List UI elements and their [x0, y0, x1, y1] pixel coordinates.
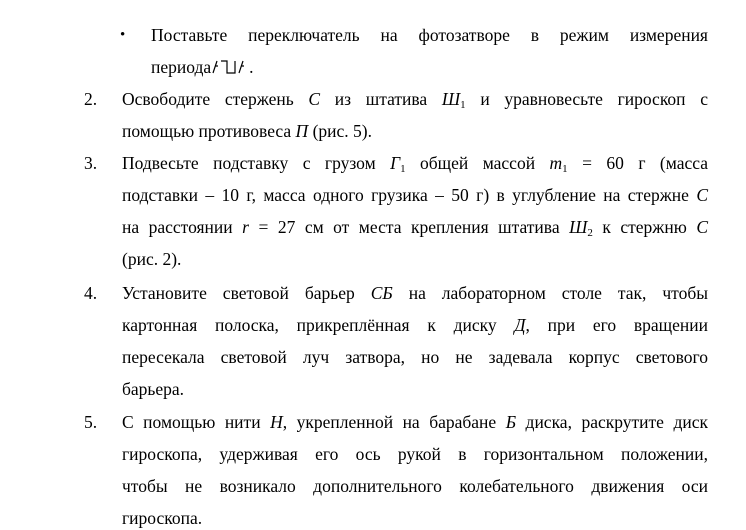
- step-5-line-2: гироскопа, удерживая его ось рукой в горизонтальном положении,: [122, 444, 708, 464]
- step-number: 4.: [84, 283, 98, 303]
- step-4-line-3: пересекала световой луч затвора, но не задевала корпус светового: [122, 347, 708, 367]
- step-3-line-3: на расстоянии r = 27 см от места крепления штатива $Ш_2$ к стержню С: [122, 217, 708, 239]
- step-number: 2.: [84, 89, 98, 109]
- step-4-line-2: картонная полоска, прикреплённая к диску Д, при его вращении: [122, 315, 708, 335]
- bullet-marker: •: [120, 27, 126, 43]
- step-5-line-1: С помощью нити Н, укрепленной на барабане Б диска, раскрутите диск: [122, 412, 708, 432]
- step-5-line-4: гироскопа.: [122, 508, 203, 528]
- step-4-line-1: Установите световой барьер СБ на лабораторном столе так, чтобы: [122, 283, 708, 303]
- step-3-line-1: Подвесьте подставку с грузом $Г_1$ общей массой $m_1 = 60$ г (масса: [122, 153, 708, 175]
- step-4-line-4: барьера.: [122, 379, 185, 399]
- step-number: 3.: [84, 153, 98, 173]
- step-5-line-3: чтобы не возникало дополнительного колебательного движения оси: [122, 476, 708, 496]
- bullet-line-2: [151, 56, 708, 78]
- bullet-line-1: Поставьте переключатель на фотозатворе в режим измерения: [151, 25, 708, 45]
- step-number: 5.: [84, 412, 98, 432]
- step-2-line-2: помощью противовеса П (рис. 5).: [122, 121, 372, 141]
- period-mode-pulse-icon: [211, 59, 249, 75]
- bullet-line-2-end: .: [249, 57, 254, 77]
- step-3-line-4: (рис. 2).: [122, 249, 182, 269]
- step-3-line-2: подставки – 10 г, масса одного грузика – 50 г) в углубление на стержне С: [122, 185, 708, 205]
- bullet-line-2-text: периода: [151, 57, 212, 77]
- step-2-line-1: Освободите стержень С из штатива $Ш_1$ и уравновесьте гироскоп с: [122, 89, 708, 111]
